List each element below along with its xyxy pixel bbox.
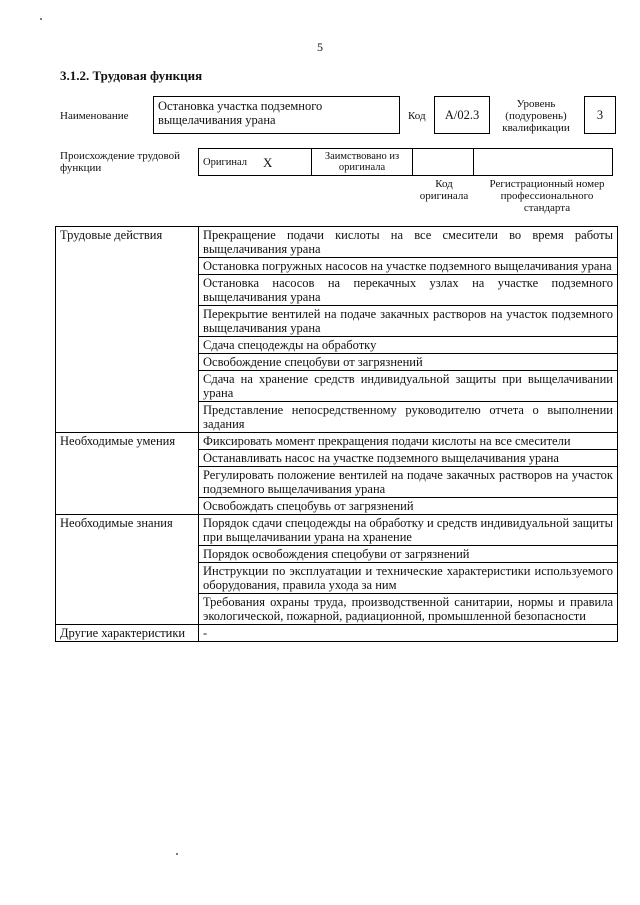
section-title: 3.1.2. Трудовая функция xyxy=(60,68,203,83)
section-item: Останавливать насос на участке подземного выщелачивания урана xyxy=(199,450,618,467)
level-label-line3: квалификации xyxy=(502,122,570,134)
section-item: Порядок сдачи спецодежды на обработку и средств индивидуальной защиты при выщелачивании урана на хранение xyxy=(199,515,618,546)
table-row xyxy=(56,227,618,258)
name-label: Наименование xyxy=(60,110,129,122)
code-original-line1: Код xyxy=(435,178,453,190)
function-name-box: Остановка участка подземного выщелачивания урана xyxy=(153,96,400,134)
original-mark: X xyxy=(259,149,312,176)
section-item: Требования охраны труда, производственной санитарии, нормы и правила экологической, пожарной, радиационной, промышленной безопасности xyxy=(199,594,618,625)
reg-number-cell xyxy=(474,149,613,176)
level-label-line2: (подуровень) xyxy=(505,110,567,122)
level-label xyxy=(494,98,578,134)
section-item: Перекрытие вентилей на подаче закачных растворов на участок подземного выщелачивания урана xyxy=(199,306,618,337)
page-number: 5 xyxy=(317,40,323,54)
function-details-table xyxy=(55,226,618,642)
section-item: Фиксировать момент прекращения подачи кислоты на все смесители xyxy=(199,433,618,450)
section-label: Трудовые действия xyxy=(56,227,199,433)
scan-speck xyxy=(176,853,178,855)
section-label: Необходимые умения xyxy=(56,433,199,515)
code-original-line2: оригинала xyxy=(419,190,469,202)
reg-number-line2: профессионального xyxy=(500,190,594,202)
code-label: Код xyxy=(408,110,426,122)
section-item: Освобождение спецобуви от загрязнений xyxy=(199,354,618,371)
original-label: Оригинал xyxy=(199,149,260,176)
section-item: - xyxy=(199,625,618,642)
section-item: Сдача спецодежды на обработку xyxy=(199,337,618,354)
table-row xyxy=(56,625,618,642)
section-item: Прекращение подачи кислоты на все смесители во время работы выщелачивания урана xyxy=(199,227,618,258)
scan-speck xyxy=(40,18,42,20)
origin-table xyxy=(198,148,613,176)
section-item: Инструкции по эксплуатации и технические характеристики используемого оборудования, правила ухода за ним xyxy=(199,563,618,594)
section-item: Остановка насосов на перекачных узлах на участке подземного выщелачивания урана xyxy=(199,275,618,306)
table-row xyxy=(56,515,618,546)
borrowed-code-cell xyxy=(413,149,474,176)
level-label-line1: Уровень xyxy=(516,98,556,110)
section-item: Регулировать положение вентилей на подаче закачных растворов на участок подземного выщелачивания урана xyxy=(199,467,618,498)
code-original-caption xyxy=(412,178,476,202)
table-row xyxy=(56,433,618,450)
section-item: Порядок освобождения спецобуви от загрязнений xyxy=(199,546,618,563)
section-label: Другие характеристики xyxy=(56,625,199,642)
reg-number-caption xyxy=(478,178,616,214)
code-value-box: А/02.3 xyxy=(434,96,490,134)
reg-number-line3: стандарта xyxy=(523,202,571,214)
section-item: Освобождать спецобувь от загрязнений xyxy=(199,498,618,515)
section-label: Необходимые знания xyxy=(56,515,199,625)
section-item: Остановка погружных насосов на участке подземного выщелачивания урана xyxy=(199,258,618,275)
reg-number-line1: Регистрационный номер xyxy=(489,178,605,190)
origin-label: Происхождение трудовой функции xyxy=(60,150,181,174)
section-item: Сдача на хранение средств индивидуальной защиты при выщелачивании урана xyxy=(199,371,618,402)
level-value-box: 3 xyxy=(584,96,616,134)
section-item: Представление непосредственному руководителю отчета о выполнении задания xyxy=(199,402,618,433)
borrowed-label: Заимствовано из оригинала xyxy=(312,149,413,176)
